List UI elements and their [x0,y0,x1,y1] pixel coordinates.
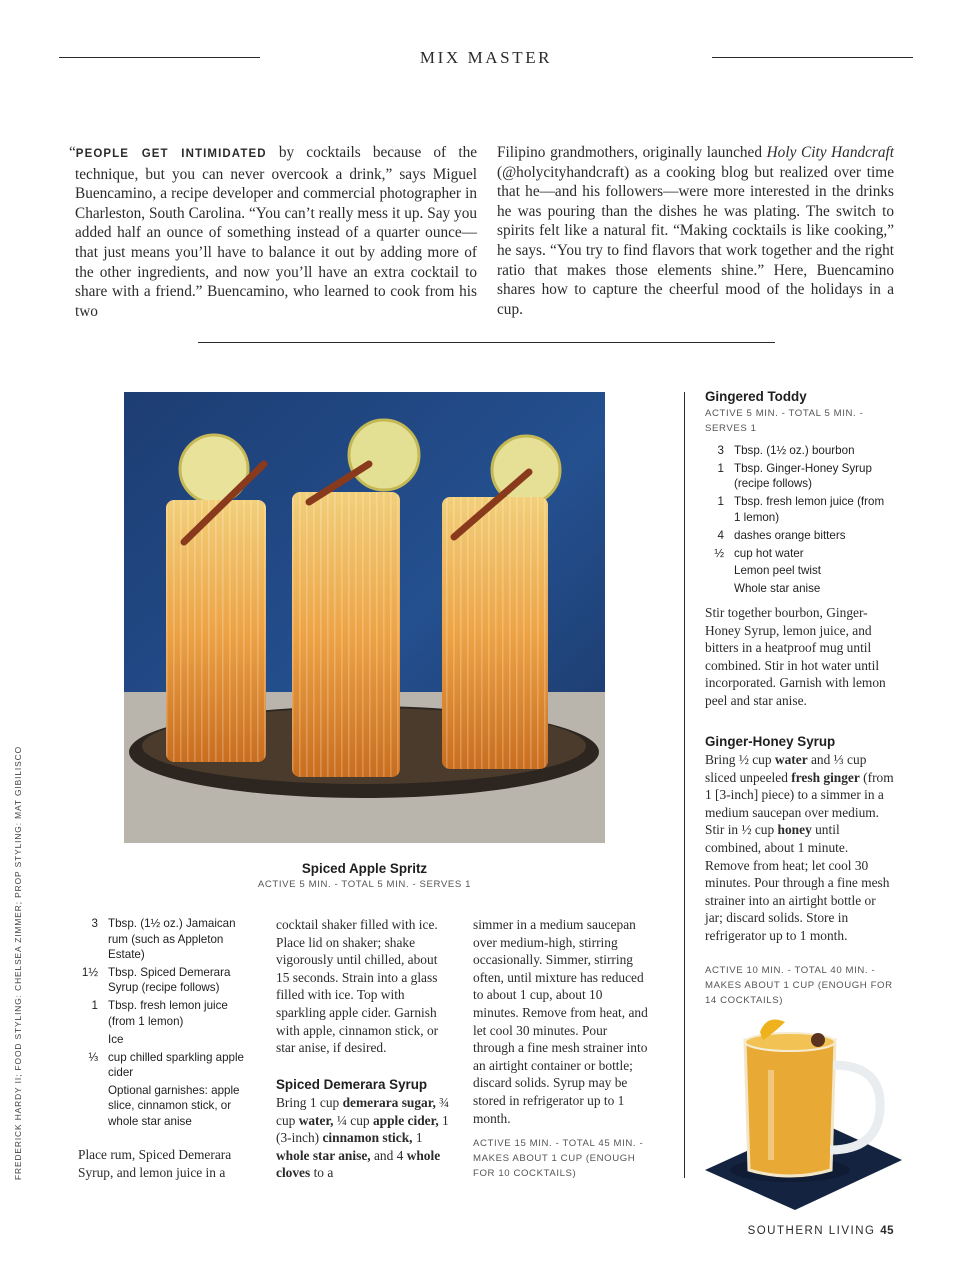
ingredient-text: Tbsp. Ginger-Honey Syrup (recipe follows) [734,461,872,491]
ingredient-quantity: 4 [717,528,724,542]
intro-column-2 [497,143,894,319]
ingredient-row [705,443,890,459]
direction-text: and ⅓ cup sliced unpeeled [705,752,867,785]
ingredient-quantity: 3 [91,917,98,930]
toddy-meta: ACTIVE 5 MIN. - TOTAL 5 MIN. - SERVES 1 [705,408,864,434]
intro-col1-text: by cocktails because of the technique, but you can never overcook a drink,” says Miguel Buencamino, a recipe developer and commercial photographer in Charleston, South Carolina. “You can’t really mess it up. Say you added half an ounce of something instead of a quarter ounce—that just means you’ll have to balance it out by adding more of the other ingredients, and now you’ll have an extra cocktail to share with a friend.” Buencamino, who learned to cook from his two [75,144,478,320]
ingredient-quantity: 3 [717,444,724,457]
direction-text: (from 1 [3-inch] piece) to a simmer in a medium saucepan over medium. Stir in ½ cup [705,769,894,838]
ginger-meta: ACTIVE 10 MIN. - TOTAL 40 MIN. - MAKES ABOUT 1 CUP (ENOUGH FOR 14 COCKTAILS) [705,965,893,1006]
ingredient-text: Tbsp. fresh lemon juice (from 1 lemon) [108,999,228,1028]
spritz-ingredients [74,916,252,1132]
ingredient-row [705,563,890,579]
spritz-meta: ACTIVE 5 MIN. - TOTAL 5 MIN. - SERVES 1 [257,879,472,890]
ingredient-row [705,528,890,544]
ingredient-row [74,965,252,996]
demerara-directions [276,1094,454,1182]
ingredient-text: Lemon peel twist [734,564,821,578]
direction-text: Bring 1 cup [276,1095,343,1110]
section-title: MIX MASTER [419,48,553,67]
ginger-title: Ginger-Honey Syrup [705,734,836,749]
spritz-directions-start: Place rum, Spiced Demerara Syrup, and lemon juice in a [78,1147,232,1180]
ingredient-text: Whole star anise [734,582,821,596]
ingredient-row [705,494,890,525]
ingredient-row [74,1083,252,1130]
ingredient-highlight: cinnamon stick, [322,1130,413,1146]
ingredient-highlight: demerara sugar, [342,1095,436,1110]
direction-text: Bring ½ cup [705,752,775,767]
page-number: 45 [880,1225,894,1237]
ingredient-quantity: 1 [717,495,724,509]
ingredient-highlight: whole cloves [276,1147,441,1181]
ingredient-quantity: ½ [714,546,724,560]
ingredient-row [705,461,890,492]
ingredient-quantity [74,1083,108,1130]
spritz-title: Spiced Apple Spritz [301,861,428,876]
ingredient-highlight: fresh ginger [791,769,860,785]
ingredient-row [74,916,252,963]
ingredient-row [74,1032,252,1048]
ingredient-row [74,998,252,1029]
ingredient-text: Ice [108,1032,124,1046]
direction-text: 1 (3-inch) [276,1112,449,1146]
direction-text: 1 [412,1130,423,1146]
direction-text: and 4 [370,1147,407,1163]
magazine-name: SOUTHERN LIVING [747,1225,876,1237]
direction-text: ¾ cup [276,1095,450,1128]
ingredient-highlight: water, [298,1112,334,1128]
intro-column-1: “PEOPLE GET INTIMIDATED by cocktails because of the technique, but you can never overcook a drink,” says Miguel Buencamino, a recipe developer and commercial photographer in Charleston, South Carolina. “You can’t really mess it up. Say you added half an ounce of something instead of a quarter ounce—that just means you’ll have to balance it out by adding more of the other ingredients, and now you’ll have an extra cocktail to share with a friend.” Buencamino, who learned to cook from his two [69,144,478,320]
intro-col2-text-a: Filipino grandmothers, originally launched [497,144,767,161]
ingredient-text: dashes orange bitters [734,528,846,542]
ingredient-quantity [705,563,734,579]
ingredient-text: cup chilled sparkling apple cider [108,1050,244,1080]
toddy-title: Gingered Toddy [705,389,807,404]
ingredient-quantity [705,581,734,597]
ingredient-highlight: apple cider, [372,1112,439,1128]
spritz-directions-continued: cocktail shaker filled with ice. Place lid on shaker; shake vigorously until chilled, about 15 seconds. Strain into a glass filled with ice. Top with sparkling apple cider. Garnish with apple, cinnamon stick, or star anise, if desired. [276,917,439,1056]
ingredient-text: Tbsp. (1½ oz.) bourbon [734,444,855,457]
demerara-meta: ACTIVE 15 MIN. - TOTAL 45 MIN. - MAKES ABOUT 1 CUP (ENOUGH FOR 10 COCKTAILS) [473,1138,644,1179]
ingredient-quantity: 1½ [81,965,98,979]
spiced-apple-spritz-photo [124,392,605,843]
ingredient-row [705,581,890,597]
ingredient-highlight: water [774,752,808,767]
ingredient-highlight: whole star anise, [276,1147,371,1163]
intro-divider [198,342,775,343]
gingered-toddy-photo [705,1010,902,1216]
ingredient-text: Tbsp. fresh lemon juice (from 1 lemon) [734,495,885,524]
ingredient-text: Tbsp. (1½ oz.) Jamaican rum (such as Appleton Estate) [108,917,236,961]
direction-text: to a [310,1165,334,1181]
ingredient-text: Tbsp. Spiced Demerara Syrup (recipe follows) [108,965,231,995]
intro-lead: PEOPLE GET INTIMIDATED [75,148,267,160]
ingredient-text: Optional garnishes: apple slice, cinnamon stick, or whole star anise [108,1083,240,1128]
ingredient-quantity: 1 [717,461,724,475]
blog-name: Holy City Handcraft [766,144,895,161]
toddy-ingredients [705,443,890,599]
ingredient-quantity: ⅓ [88,1050,98,1064]
demerara-title: Spiced Demerara Syrup [276,1077,428,1092]
demerara-directions-continued: simmer in a medium saucepan over medium-high, stirring occasionally. Simmer, stirring often, until mixture has reduced to about 1 cup, about 10 minutes. Remove from heat, and let cool 30 minutes. Pour through a fine mesh strainer into an airtight container or bottle; discard solids. Syrup may be stored in refrigerator up to 1 month. [473,917,648,1126]
ingredient-quantity: 1 [91,999,98,1013]
direction-text: until combined, about 1 minute. Remove from heat; let cool 30 minutes. Pour through a fine mesh strainer into an airtight bottle or jar; discard solids. Store in refrigerator up to 1 month. [705,822,890,943]
direction-text: ¼ cup [333,1112,373,1128]
page-footer [748,1225,894,1237]
toddy-directions: Stir together bourbon, Ginger-Honey Syrup, lemon juice, and bitters in a heatproof mug until combined. Stir in hot water until incorporated. Garnish with lemon peel and star anise. [705,605,886,708]
ingredient-text: cup hot water [734,546,804,560]
ginger-directions [705,751,895,945]
ingredient-quantity [74,1032,108,1048]
ingredient-row [74,1050,252,1081]
sidebar-divider [684,392,685,1178]
intro-col2-text-b: (@holycityhandcraft) as a cooking blog but realized over time that he—and his followers—were more interested in the drinks he was pouring than the dishes he was plating. The switch to spirits felt like a natural fit. “Making cocktails is like cooking,” he says. “You try to find flavors that work together and the right ratio that makes those elements shine.” Here, Buencamino shares how to capture the cheerful mood of the holidays in a cup. [497,163,894,318]
ingredient-row [705,546,890,562]
ingredient-highlight: honey [777,822,812,838]
photo-credit: FREDERICK HARDY II; FOOD STYLING: CHELSEA ZIMMER; PROP STYLING: MAT GIBILISCO [13,746,23,1180]
